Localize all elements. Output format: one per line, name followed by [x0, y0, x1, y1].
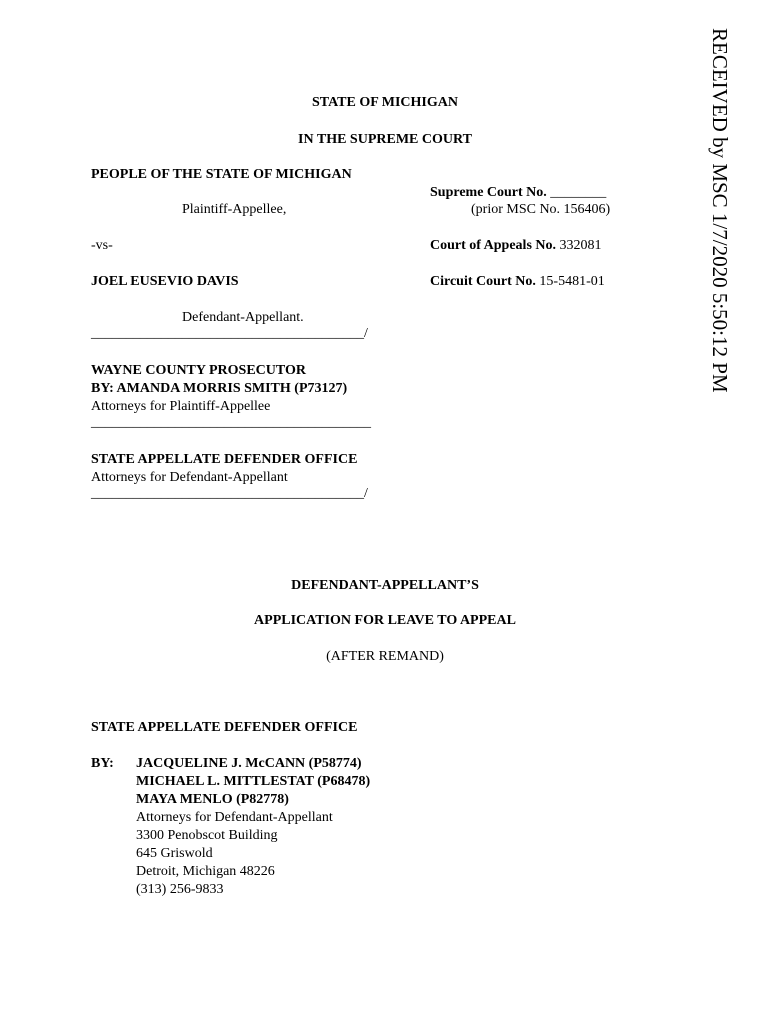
phone-number: (313) 256-9833 — [136, 882, 224, 897]
court-of-appeals-label: Court of Appeals No. — [430, 238, 557, 253]
prosecutor-role: Attorneys for Plaintiff-Appellee — [91, 399, 271, 414]
court-heading: IN THE SUPREME COURT — [298, 132, 472, 147]
address-line: Detroit, Michigan 48226 — [136, 864, 275, 879]
document-title-party: DEFENDANT-APPELLANT’S — [291, 578, 479, 593]
signature-by-label: BY: — [91, 756, 114, 771]
prosecutor-office: WAYNE COUNTY PROSECUTOR — [91, 363, 306, 378]
caption-rule: _______________________________________/ — [91, 326, 368, 341]
document-title: APPLICATION FOR LEAVE TO APPEAL — [254, 613, 516, 628]
court-of-appeals-value: 332081 — [559, 238, 602, 253]
circuit-court-number — [430, 273, 605, 291]
address-line: 3300 Penobscot Building — [136, 828, 278, 843]
attorney-name: JACQUELINE J. McCANN (P58774) — [136, 756, 362, 771]
attorney-name: MICHAEL L. MITTLESTAT (P68478) — [136, 774, 371, 789]
defendant-name: JOEL EUSEVIO DAVIS — [91, 274, 239, 289]
prosecutor-rule: ________________________________________ — [91, 415, 371, 430]
supreme-court-number — [430, 184, 606, 202]
document-subtitle: (AFTER REMAND) — [326, 649, 444, 664]
attorney-name: MAYA MENLO (P82778) — [136, 792, 289, 807]
plaintiff-name: PEOPLE OF THE STATE OF MICHIGAN — [91, 167, 352, 182]
court-of-appeals-number — [430, 237, 602, 255]
circuit-court-value: 15-5481-01 — [539, 274, 605, 289]
state-heading: STATE OF MICHIGAN — [312, 95, 458, 110]
received-stamp: RECEIVED by MSC 1/7/2020 5:50:12 PM — [708, 28, 732, 393]
plaintiff-role: Plaintiff-Appellee, — [182, 202, 287, 217]
versus-label: -vs- — [91, 238, 113, 253]
prior-msc-number: (prior MSC No. 156406) — [471, 202, 611, 217]
defender-office: STATE APPELLATE DEFENDER OFFICE — [91, 452, 358, 467]
supreme-court-value: ________ — [550, 185, 607, 200]
defendant-role: Defendant-Appellant. — [182, 310, 304, 325]
signature-block — [136, 755, 370, 899]
defender-role: Attorneys for Defendant-Appellant — [91, 470, 288, 485]
defender-rule: _______________________________________/ — [91, 486, 368, 501]
address-line: 645 Griswold — [136, 846, 213, 861]
circuit-court-label: Circuit Court No. — [430, 274, 536, 289]
signature-office: STATE APPELLATE DEFENDER OFFICE — [91, 720, 358, 735]
prosecutor-attorney: BY: AMANDA MORRIS SMITH (P73127) — [91, 381, 348, 396]
supreme-court-label: Supreme Court No. — [430, 185, 547, 200]
signature-role: Attorneys for Defendant-Appellant — [136, 810, 333, 825]
